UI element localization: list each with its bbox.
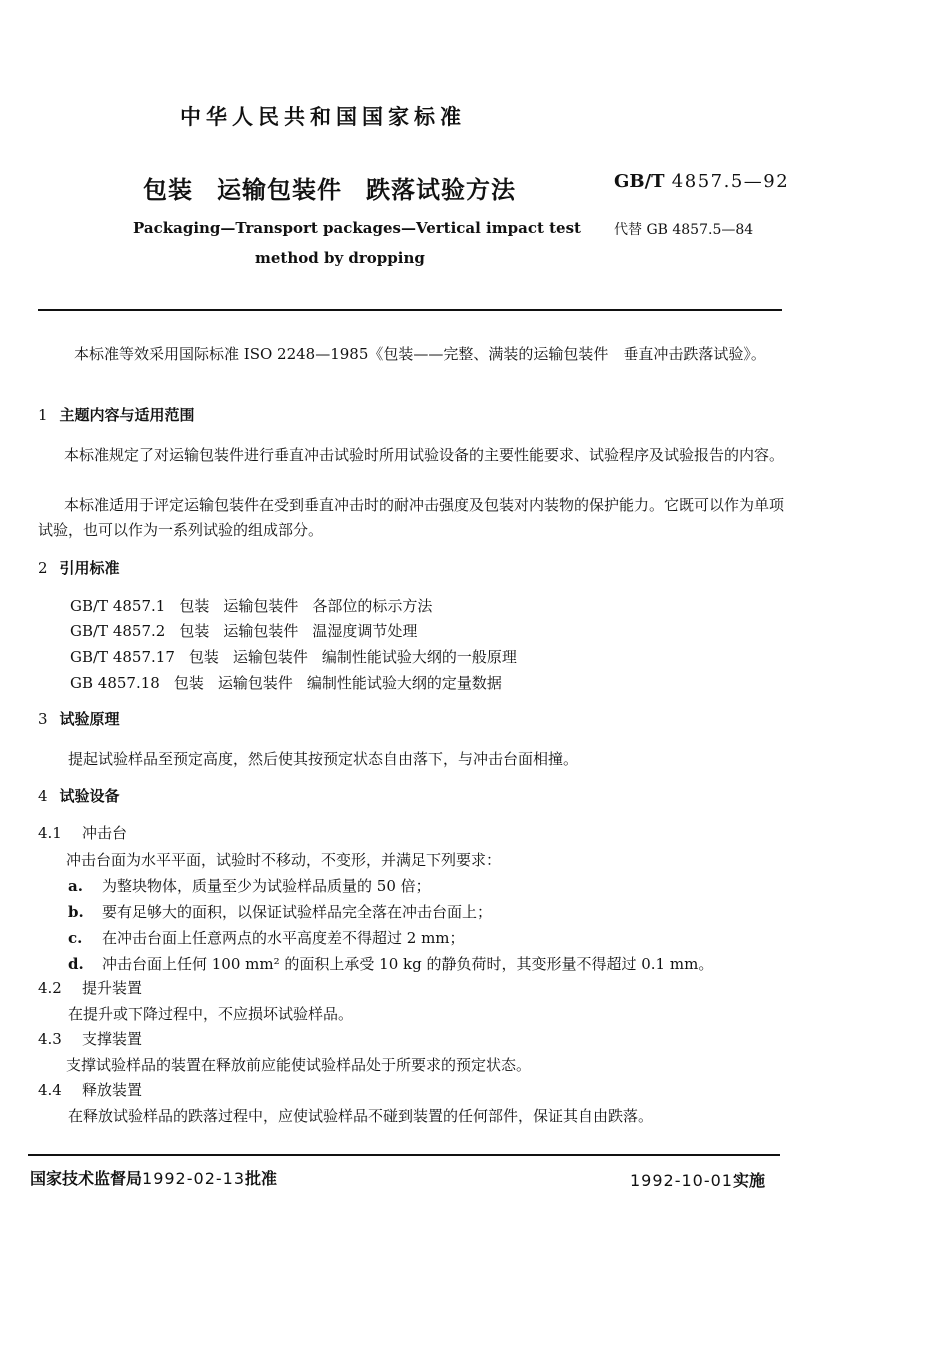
replaces-standard: 代替 GB 4857.5—84	[614, 222, 754, 238]
requirement-label: b.	[68, 903, 84, 921]
reference-part-a: 包装	[179, 622, 210, 640]
reference-code: GB/T 4857.1	[70, 597, 166, 615]
requirement-text: 要有足够大的面积，以保证试验样品完全落在冲击台面上；	[102, 903, 493, 921]
effective-date: 1992-10-01	[630, 1171, 733, 1190]
reference-part-b: 运输包装件	[223, 622, 299, 640]
section-3-paragraph: 提起试验样品至预定高度，然后使其按预定状态自由落下，与冲击台面相撞。	[68, 750, 579, 768]
footer-divider	[28, 1154, 780, 1156]
subsection-4-3-title: 支撑装置	[82, 1030, 143, 1048]
subsection-4-2-heading	[38, 977, 142, 998]
requirement-label: a.	[68, 877, 83, 895]
requirement-item	[68, 875, 431, 896]
subsection-4-2-number: 4.2	[38, 979, 62, 997]
title-part-packaging: 包装	[143, 176, 193, 204]
requirement-label: c.	[68, 929, 83, 947]
requirement-item	[68, 927, 465, 948]
section-4-title: 试验设备	[59, 787, 120, 805]
reference-code: GB 4857.18	[70, 674, 160, 692]
reference-code: GB/T 4857.17	[70, 648, 175, 666]
subsection-4-3-number: 4.3	[38, 1030, 62, 1048]
chinese-title	[143, 170, 516, 205]
approval-line	[30, 1166, 277, 1189]
subsection-4-1-title: 冲击台	[82, 824, 128, 842]
reference-part-c: 温湿度调节处理	[312, 622, 418, 640]
reference-part-c: 编制性能试验大纲的定量数据	[306, 674, 502, 692]
subsection-4-1-number: 4.1	[38, 824, 62, 842]
subsection-4-4-title: 释放装置	[82, 1081, 143, 1099]
section-3-heading	[38, 708, 120, 729]
english-title-line-2: method by dropping	[255, 249, 425, 267]
reference-part-a: 包装	[179, 597, 210, 615]
reference-part-b: 运输包装件	[232, 648, 308, 666]
section-1-paragraph-2: 本标准适用于评定运输包装件在受到垂直冲击时的耐冲击强度及包装对内装物的保护能力。它既可以作为单项试验，也可以作为一系列试验的组成部分。	[38, 496, 785, 539]
section-4-number: 4	[38, 787, 48, 805]
requirement-text: 在冲击台面上任意两点的水平高度差不得超过 2 mm；	[102, 929, 465, 947]
reference-item	[70, 595, 432, 616]
english-title-line-1: Packaging—Transport packages—Vertical impact test	[133, 219, 581, 237]
standard-number	[614, 171, 789, 192]
section-3-number: 3	[38, 710, 48, 728]
requirement-label: d.	[68, 955, 84, 973]
reference-part-a: 包装	[188, 648, 219, 666]
section-2-title: 引用标准	[59, 559, 120, 577]
subsection-4-2-text: 在提升或下降过程中，不应损坏试验样品。	[68, 1005, 354, 1023]
approval-date: 1992-02-13	[142, 1169, 245, 1188]
section-2-heading	[38, 557, 120, 578]
reference-item	[70, 646, 517, 667]
reference-item	[70, 620, 417, 641]
approval-suffix: 批准	[245, 1169, 278, 1188]
subsection-4-1-text: 冲击台面为水平平面，试验时不移动，不变形，并满足下列要求：	[66, 851, 502, 869]
section-1-paragraph-1: 本标准规定了对运输包装件进行垂直冲击试验时所用试验设备的主要性能要求、试验程序及试验报告的内容。	[64, 446, 785, 464]
standard-number-prefix: GB/T	[614, 171, 665, 192]
title-part-transport-packages: 运输包装件	[217, 176, 342, 204]
reference-part-c: 各部位的标示方法	[312, 597, 433, 615]
subsection-4-4-heading	[38, 1079, 142, 1100]
section-1-heading	[38, 404, 195, 425]
subsection-4-3-heading	[38, 1028, 142, 1049]
subsection-4-3-text: 支撑试验样品的装置在释放前应能使试验样品处于所要求的预定状态。	[66, 1056, 532, 1074]
title-part-drop-test: 跌落试验方法	[366, 176, 516, 204]
effective-line	[630, 1168, 765, 1191]
section-4-heading	[38, 785, 120, 806]
reference-part-b: 运输包装件	[217, 674, 293, 692]
reference-part-b: 运输包装件	[223, 597, 299, 615]
subsection-4-2-title: 提升装置	[82, 979, 143, 997]
reference-item	[70, 672, 502, 693]
subsection-4-1-heading	[38, 822, 127, 843]
header-divider	[38, 309, 782, 311]
requirement-text: 冲击台面上任何 100 mm² 的面积上承受 10 kg 的静负荷时，其变形量不得超过 0.1 mm。	[102, 955, 714, 973]
section-1-title: 主题内容与适用范围	[59, 406, 195, 424]
reference-part-c: 编制性能试验大纲的一般原理	[321, 648, 517, 666]
standard-number-value: 4857.5—92	[671, 171, 790, 192]
section-1-number: 1	[38, 406, 48, 424]
section-3-title: 试验原理	[59, 710, 120, 728]
intro-paragraph: 本标准等效采用国际标准 ISO 2248—1985《包装——完整、满装的运输包装件 垂直冲击跌落试验》。	[74, 345, 766, 363]
requirement-item	[68, 901, 492, 922]
subsection-4-4-number: 4.4	[38, 1081, 62, 1099]
requirement-item	[68, 953, 713, 974]
approver: 国家技术监督局	[30, 1169, 143, 1188]
subsection-4-4-text: 在释放试验样品的跌落过程中，应使试验样品不碰到装置的任何部件，保证其自由跌落。	[68, 1107, 654, 1125]
national-standard-heading: 中华人民共和国国家标准	[180, 105, 466, 129]
requirement-text: 为整块物体，质量至少为试验样品质量的 50 倍；	[102, 877, 431, 895]
reference-part-a: 包装	[173, 674, 204, 692]
effective-suffix: 实施	[732, 1171, 765, 1190]
section-2-number: 2	[38, 559, 48, 577]
reference-code: GB/T 4857.2	[70, 622, 166, 640]
